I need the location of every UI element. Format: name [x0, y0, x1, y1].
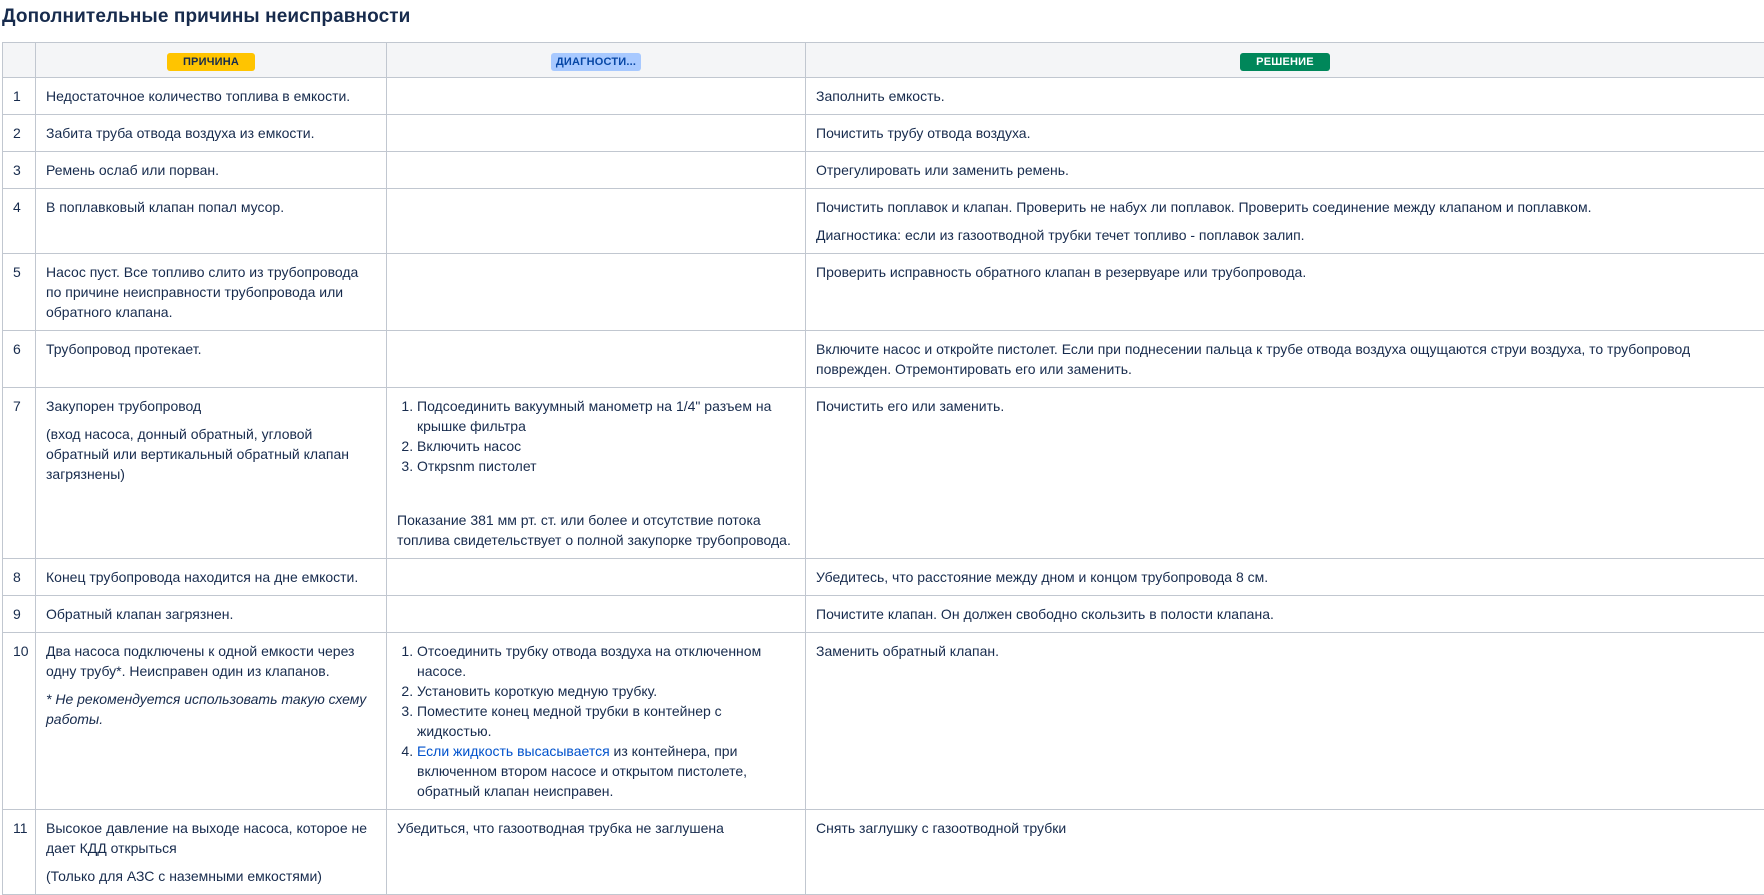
table-row — [3, 559, 1764, 596]
cause-cell: В поплавковый клапан попал мусор. — [36, 189, 387, 254]
table-row — [3, 388, 1764, 559]
diagnostics-cell — [387, 559, 806, 596]
header-cause[interactable] — [36, 43, 387, 78]
row-number: 10 — [3, 633, 36, 810]
cause-note: * Не рекомендуется использовать такую схему работы. — [46, 689, 376, 729]
diagnostics-steps — [397, 641, 795, 801]
cause-text: Два насоса подключены к одной емкости через одну трубу*. Неисправен один из клапанов. — [46, 641, 376, 681]
row-number: 8 — [3, 559, 36, 596]
row-number: 1 — [3, 78, 36, 115]
cause-cell: Обратный клапан загрязнен. — [36, 596, 387, 633]
diagnostics-cell — [387, 78, 806, 115]
solution-cell: Проверить исправность обратного клапан в резервуаре или трубопровода. — [806, 254, 1764, 331]
diagnostics-step-text: из контейнера, при включенном втором насосе и открытом пистолете, обратный клапан неисправен. — [417, 743, 747, 799]
diagnostics-cell — [387, 633, 806, 810]
row-number: 9 — [3, 596, 36, 633]
solution-cell: Убедитесь, что расстояние между дном и концом трубопровода 8 см. — [806, 559, 1764, 596]
table-row — [3, 78, 1764, 115]
table-row — [3, 189, 1764, 254]
cause-cell: Забита труба отвода воздуха из емкости. — [36, 115, 387, 152]
table-row — [3, 633, 1764, 810]
row-number: 4 — [3, 189, 36, 254]
cause-cell: Ремень ослаб или порван. — [36, 152, 387, 189]
diagnostics-cell — [387, 596, 806, 633]
cause-cell — [36, 810, 387, 895]
diagnostics-note: Показание 381 мм рт. ст. или более и отсутствие потока топлива свидетельствует о полной закупорке трубопровода. — [397, 510, 795, 550]
cause-cell: Трубопровод протекает. — [36, 331, 387, 388]
table-row — [3, 254, 1764, 331]
solution-text: Почистить поплавок и клапан. Проверить не набух ли поплавок. Проверить соединение между клапаном и поплавком. — [816, 197, 1754, 217]
cause-cell: Конец трубопровода находится на дне емкости. — [36, 559, 387, 596]
solution-cell: Заменить обратный клапан. — [806, 633, 1764, 810]
cause-cell — [36, 388, 387, 559]
spacer — [397, 476, 795, 510]
troubleshooting-table — [2, 42, 1764, 895]
table-row — [3, 152, 1764, 189]
cause-cell — [36, 633, 387, 810]
cause-lozenge: ПРИЧИНА — [167, 53, 255, 71]
diagnostics-cell — [387, 254, 806, 331]
solution-cell: Заполнить емкость. — [806, 78, 1764, 115]
solution-cell: Почистите клапан. Он должен свободно скользить в полости клапана. — [806, 596, 1764, 633]
table-header-row — [3, 43, 1764, 78]
diagnostics-link[interactable]: Если жидкость высасывается — [417, 743, 610, 759]
diagnostics-cell — [387, 388, 806, 559]
diagnostics-cell — [387, 115, 806, 152]
row-number: 11 — [3, 810, 36, 895]
cause-cell: Недостаточное количество топлива в емкости. — [36, 78, 387, 115]
diagnostics-step: 3. Откpsnm пистолет — [417, 456, 795, 476]
table-row — [3, 810, 1764, 895]
diagnostics-lozenge: ДИАГНОСТИ... — [551, 53, 641, 71]
table-row — [3, 115, 1764, 152]
cause-text: Высокое давление на выходе насоса, которое не дает КДД открыться — [46, 818, 376, 858]
diagnostics-cell — [387, 152, 806, 189]
row-number: 5 — [3, 254, 36, 331]
row-number: 6 — [3, 331, 36, 388]
row-number: 2 — [3, 115, 36, 152]
table-row — [3, 331, 1764, 388]
cause-note: (вход насоса, донный обратный, угловой обратный или вертикальный обратный клапан загрязнены) — [46, 424, 376, 484]
diagnostics-step: 2. Включить насос — [417, 436, 795, 456]
page-title: Дополнительные причины неисправности — [2, 6, 410, 28]
diagnostics-cell — [387, 189, 806, 254]
solution-cell: Снять заглушку с газоотводной трубки — [806, 810, 1764, 895]
header-num — [3, 43, 36, 78]
diagnostics-steps — [397, 396, 795, 476]
header-diagnostics[interactable] — [387, 43, 806, 78]
diagnostics-step — [417, 741, 795, 801]
solution-cell: Включите насос и откройте пистолет. Если при поднесении пальца к трубе отвода воздуха ощущаются струи воздуха, то трубопровод поврежден. Отремонтировать его или заменить. — [806, 331, 1764, 388]
table-row — [3, 596, 1764, 633]
diagnostics-cell: Убедиться, что газоотводная трубка не заглушена — [387, 810, 806, 895]
diagnostics-step: 3. Поместите конец медной трубки в контейнер с жидкостью. — [417, 701, 795, 741]
diagnostics-step: 1. Подсоединить вакуумный манометр на 1/4" разъем на крышке фильтра — [417, 396, 795, 436]
diagnostics-cell — [387, 331, 806, 388]
solution-cell: Отрегулировать или заменить ремень. — [806, 152, 1764, 189]
solution-cell — [806, 189, 1764, 254]
solution-lozenge: РЕШЕНИЕ — [1240, 53, 1330, 71]
solution-cell: Почистить трубу отвода воздуха. — [806, 115, 1764, 152]
diagnostics-step: 2. Установить короткую медную трубку. — [417, 681, 795, 701]
header-solution[interactable] — [806, 43, 1764, 78]
row-number: 7 — [3, 388, 36, 559]
diagnostics-step: 1. Отсоединить трубку отвода воздуха на отключенном насосе. — [417, 641, 795, 681]
row-number: 3 — [3, 152, 36, 189]
cause-cell: Насос пуст. Все топливо слито из трубопровода по причине неисправности трубопровода или обратного клапана. — [36, 254, 387, 331]
cause-note: (Только для АЗС с наземными емкостями) — [46, 866, 376, 886]
cause-text: Закупорен трубопровод — [46, 396, 376, 416]
solution-note: Диагностика: если из газоотводной трубки течет топливо - поплавок залип. — [816, 225, 1754, 245]
solution-cell: Почистить его или заменить. — [806, 388, 1764, 559]
